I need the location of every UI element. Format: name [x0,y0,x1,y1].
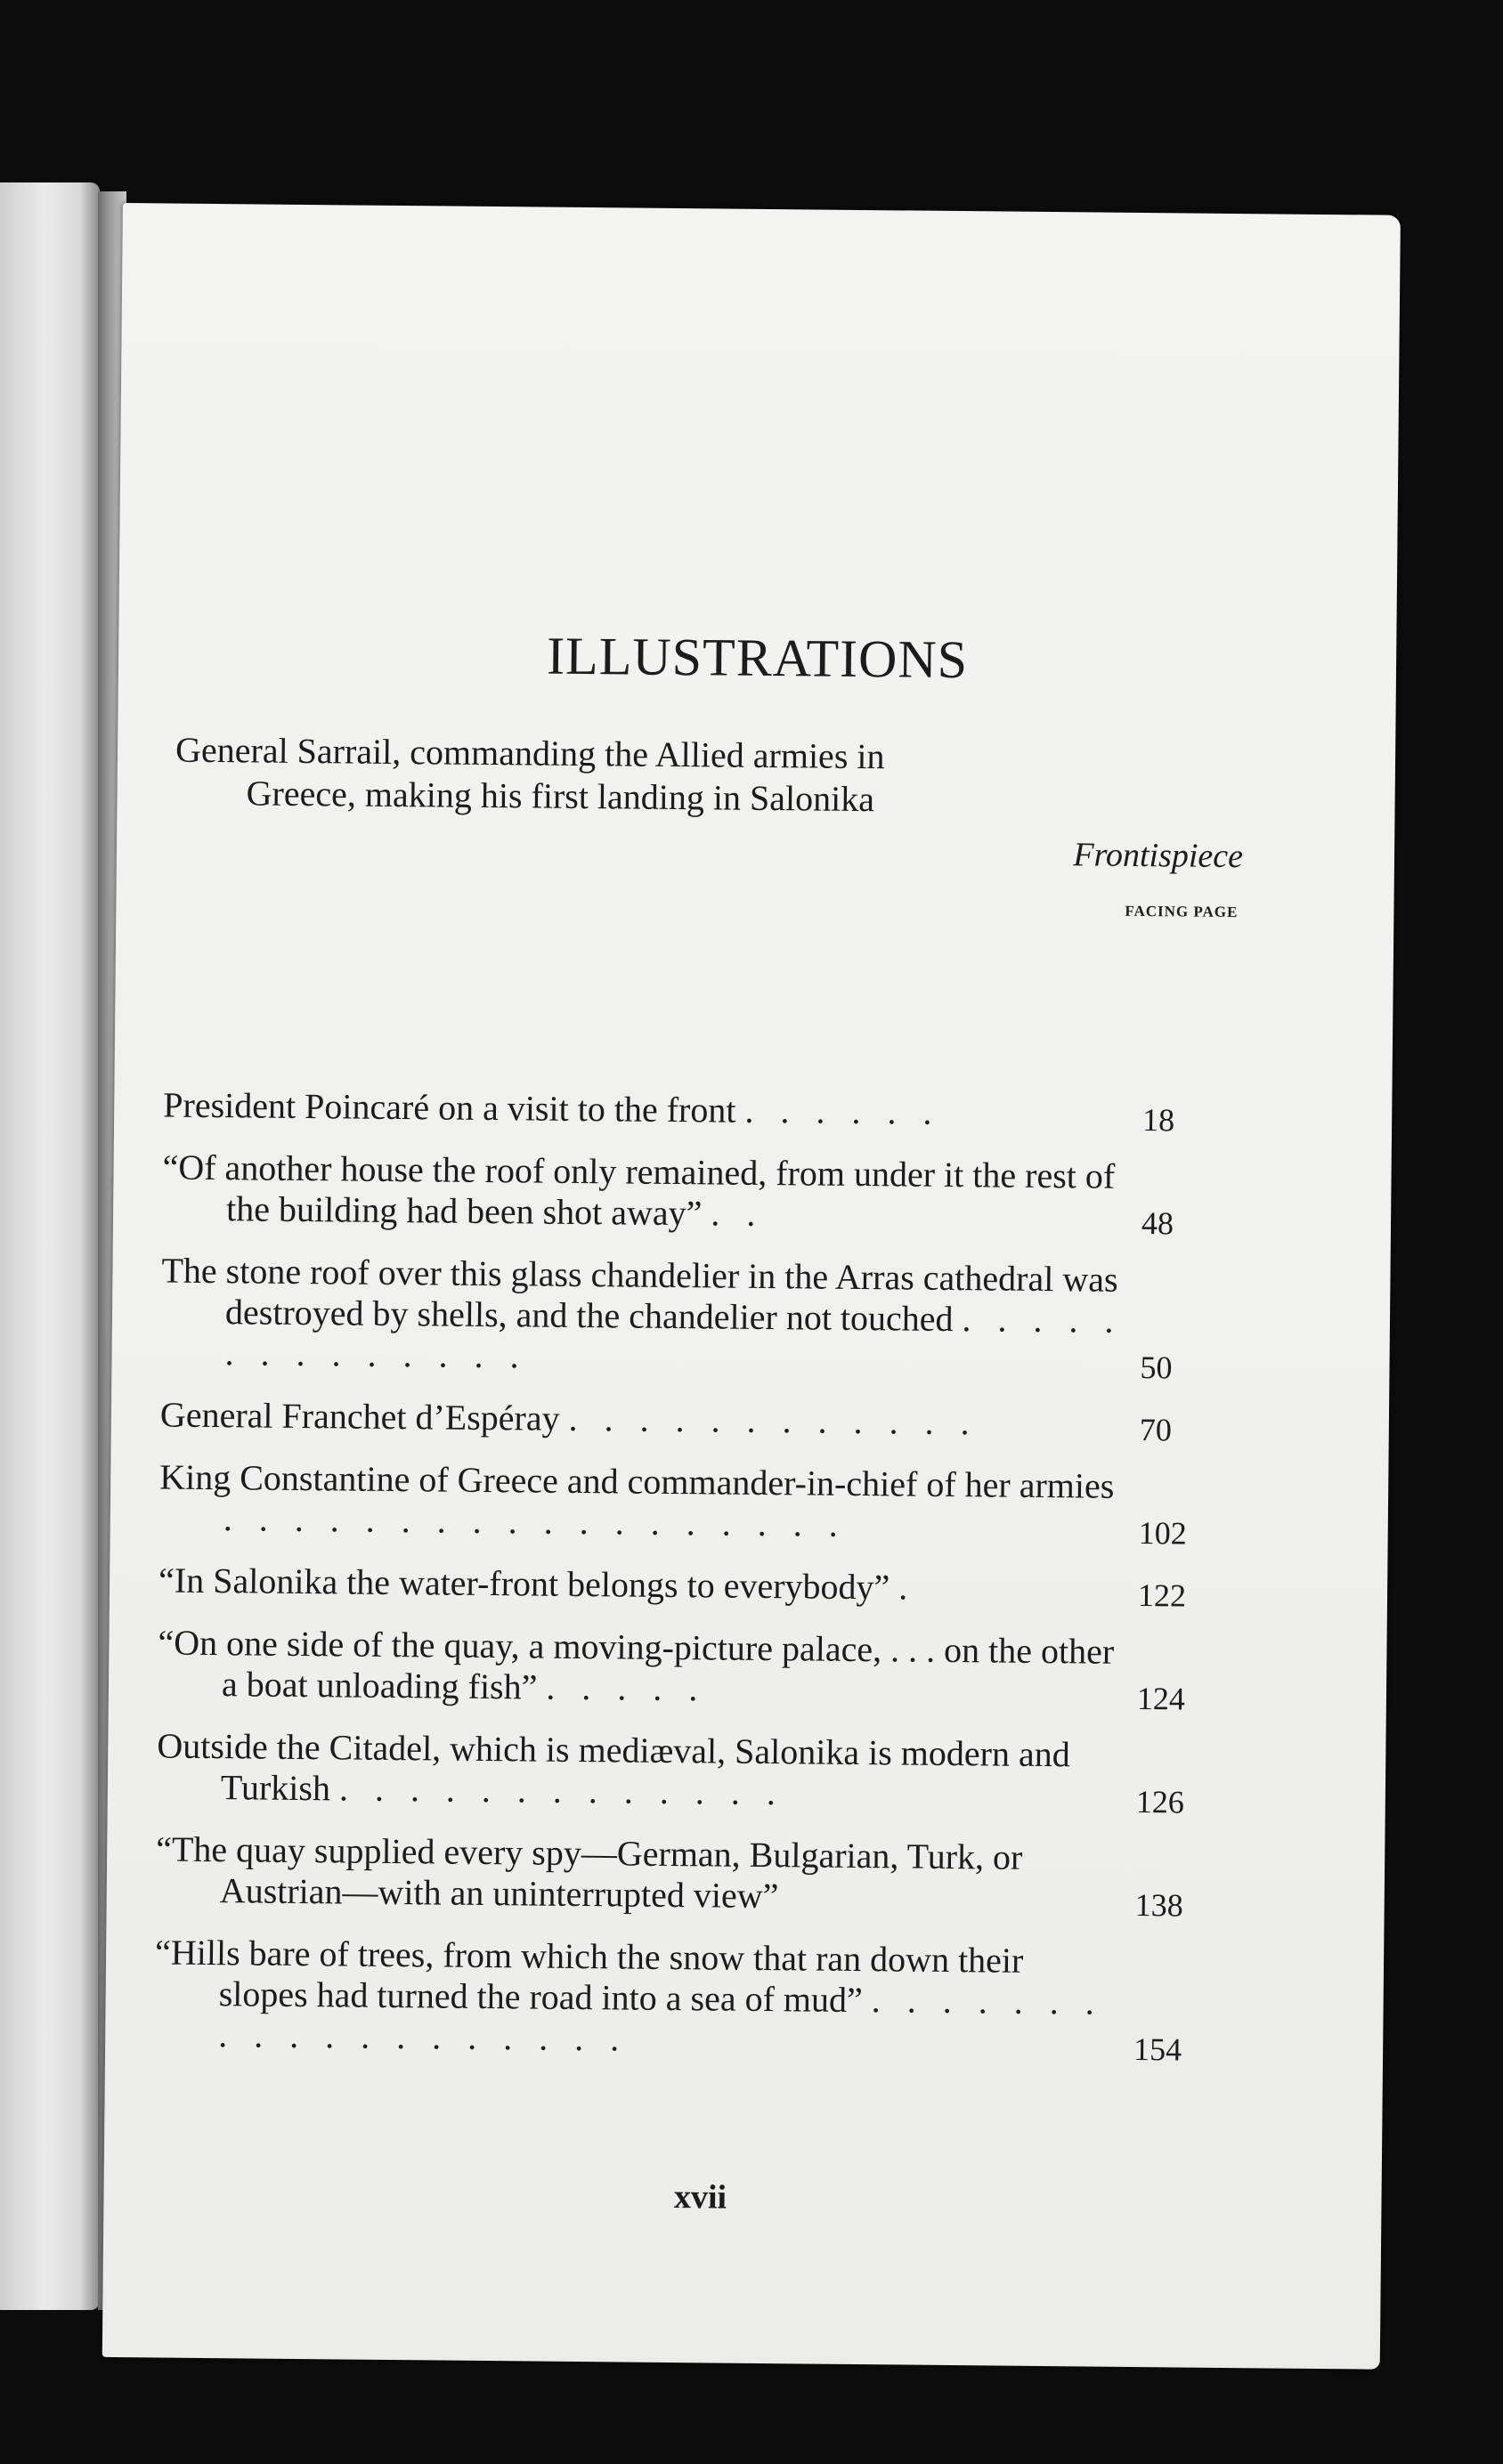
frontispiece-label: Frontispiece [1073,836,1244,876]
entry-text: The stone roof over this glass chandelier in the Arras cathedral was destroyed by shells, and the chandelier not touched [161,1250,1118,1340]
list-item [157,1725,1217,1820]
entry-text: Outside the Citadel, which is mediæval, Salonika is modern and Turkish [157,1725,1070,1809]
list-item [160,1250,1221,1386]
entry-leader: . . . . . . . . . . . . . . . . . . . [218,1980,1103,2059]
entry-leader: . . . . . . . . . . . . . . . . . . [223,1498,848,1544]
frontispiece-line-2: Greece, making his first landing in Salonika [246,773,875,820]
entry-leader: . [898,1567,917,1608]
entry-page-number: 126 [1135,1784,1185,1820]
list-item [154,1932,1215,2068]
entry-text: “Of another house the roof only remained, from under it the rest of the building had been shot away” [162,1147,1116,1234]
entry-text: President Poincaré on a visit to the front [163,1084,736,1131]
entry-leader: . . . . . . . . . . . . [568,1398,979,1443]
entry-text: “The quay supplied every spy—German, Bulgarian, Turk, or Austrian—with an uninterrupted view” [156,1828,1023,1917]
entry-text: “Hills bare of trees, from which the snow that ran down their slopes had turned the road into a sea of mud” [154,1932,1024,2021]
list-item [163,1084,1223,1139]
list-item [156,1828,1216,1924]
illustration-list [154,1084,1223,2086]
page-folio: xvii [673,2178,727,2217]
entry-page-number: 102 [1138,1515,1187,1552]
entry-page-number: 122 [1137,1577,1187,1614]
entry-page-number: 124 [1136,1681,1186,1717]
page-title: ILLUSTRATIONS [546,626,969,690]
entry-text: General Franchet d’Espéray [159,1394,560,1439]
list-item [162,1147,1223,1242]
entry-page-number: 18 [1141,1102,1175,1139]
entry-leader: . . . . . [546,1666,707,1709]
list-item [158,1560,1218,1614]
entry-page-number: 48 [1141,1205,1174,1242]
frontispiece-line-1: General Sarrail, commanding the Allied armies in [175,729,885,777]
entry-leader: . . [711,1193,765,1234]
facing-page-header: FACING PAGE [1125,902,1239,921]
frontispiece-caption [175,729,1253,825]
entry-text: “In Salonika the water-front belongs to everybody” [158,1560,890,1608]
entry-page-number: 50 [1140,1350,1173,1386]
entry-leader: . . . . . . . . . . . . . . [224,1299,1123,1376]
entry-text: “On one side of the quay, a moving-picture palace, . . . on the other a boat unloading fish” [158,1622,1115,1707]
list-item [158,1622,1218,1717]
entry-leader: . . . . . . . . . . . . . [338,1768,785,1813]
entry-leader: . . . . . . [744,1090,941,1132]
entry-page-number: 138 [1134,1887,1183,1924]
entry-text: King Constantine of Greece and commander-in-chief of her armies [159,1456,1115,1506]
left-page-edge [0,182,100,2310]
list-item [159,1394,1220,1448]
list-item [159,1456,1220,1552]
entry-page-number: 154 [1133,2030,1182,2068]
book-page [102,203,1401,2370]
entry-page-number: 70 [1139,1412,1173,1448]
